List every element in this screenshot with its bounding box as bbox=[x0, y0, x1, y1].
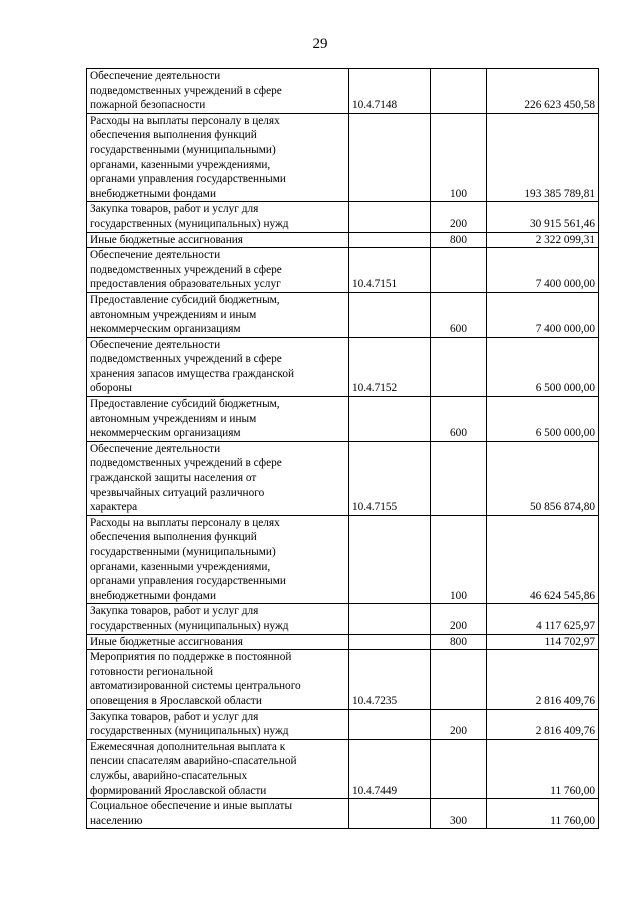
expense-type-code: 100 bbox=[431, 515, 487, 604]
target-article-code bbox=[349, 799, 431, 829]
expense-name-line: оповещения в Ярославской области bbox=[90, 694, 262, 707]
expense-name bbox=[87, 634, 349, 650]
expense-name-line: органами управления государственными bbox=[90, 173, 286, 186]
expense-name bbox=[87, 709, 349, 739]
table-row bbox=[87, 515, 599, 604]
expense-name-line: Предоставление субсидий бюджетным, bbox=[90, 293, 280, 306]
amount: 114 702,97 bbox=[487, 634, 599, 650]
expense-name-line: подведомственных учреждений в сфере bbox=[90, 263, 282, 276]
expense-name-line: подведомственных учреждений в сфере bbox=[90, 353, 282, 366]
table-row bbox=[87, 799, 599, 829]
table-row bbox=[87, 232, 599, 248]
expense-name bbox=[87, 515, 349, 604]
target-article-code: 10.4.7235 bbox=[349, 650, 431, 709]
table-row bbox=[87, 650, 599, 709]
target-article-code bbox=[349, 515, 431, 604]
expense-name-line: Мероприятия по поддержке в постоянной bbox=[90, 651, 292, 664]
expense-name bbox=[87, 113, 349, 202]
expense-type-code bbox=[431, 739, 487, 798]
target-article-code bbox=[349, 397, 431, 442]
expense-type-code: 800 bbox=[431, 634, 487, 650]
expense-name-line: пожарной безопасности bbox=[90, 99, 206, 112]
expense-name-line: готовности региональной bbox=[90, 665, 214, 678]
expense-type-code: 200 bbox=[431, 709, 487, 739]
expense-type-code bbox=[431, 337, 487, 396]
expense-name-line: Закупка товаров, работ и услуг для bbox=[90, 605, 259, 618]
expense-name-line: обороны bbox=[90, 382, 132, 395]
expense-name-line: органами управления государственными bbox=[90, 575, 286, 588]
expense-name-line: Обеспечение деятельности bbox=[90, 70, 221, 82]
expense-name-line: внебюджетными фондами bbox=[90, 187, 216, 200]
expense-name-line: Иные бюджетные ассигнования bbox=[90, 233, 243, 246]
expense-name-line: подведомственных учреждений в сфере bbox=[90, 457, 282, 470]
expense-name-line: органами, казенными учреждениями, bbox=[90, 158, 271, 171]
table-row bbox=[87, 337, 599, 396]
target-article-code bbox=[349, 202, 431, 232]
expense-name-line: государственных (муниципальных) нужд bbox=[90, 725, 289, 738]
expense-name-line: Ежемесячная дополнительная выплата к bbox=[90, 740, 286, 753]
target-article-code bbox=[349, 113, 431, 202]
table-row bbox=[87, 248, 599, 293]
expense-type-code: 200 bbox=[431, 202, 487, 232]
expense-name-line: внебюджетными фондами bbox=[90, 589, 216, 602]
expense-type-code bbox=[431, 441, 487, 515]
target-article-code: 10.4.7155 bbox=[349, 441, 431, 515]
expense-name-line: обеспечения выполнения функций bbox=[90, 129, 257, 142]
expense-name bbox=[87, 337, 349, 396]
expense-type-code: 800 bbox=[431, 232, 487, 248]
amount: 30 915 561,46 bbox=[487, 202, 599, 232]
amount: 6 500 000,00 bbox=[487, 337, 599, 396]
table-row bbox=[87, 113, 599, 202]
target-article-code: 10.4.7449 bbox=[349, 739, 431, 798]
expense-name-line: пенсии спасателям аварийно-спасательной bbox=[90, 755, 297, 768]
amount: 11 760,00 bbox=[487, 739, 599, 798]
expense-name-line: Закупка товаров, работ и услуг для bbox=[90, 203, 259, 216]
amount: 4 117 625,97 bbox=[487, 604, 599, 634]
expense-type-code: 300 bbox=[431, 799, 487, 829]
expense-name bbox=[87, 441, 349, 515]
expense-name bbox=[87, 650, 349, 709]
amount: 2 816 409,76 bbox=[487, 650, 599, 709]
expense-name bbox=[87, 739, 349, 798]
target-article-code: 10.4.7151 bbox=[349, 248, 431, 293]
expense-name bbox=[87, 248, 349, 293]
expense-name bbox=[87, 69, 349, 114]
expense-type-code: 600 bbox=[431, 292, 487, 337]
target-article-code bbox=[349, 709, 431, 739]
expense-name-line: службы, аварийно-спасательных bbox=[90, 769, 248, 782]
expense-name bbox=[87, 232, 349, 248]
expense-name-line: обеспечения выполнения функций bbox=[90, 531, 257, 544]
table-row bbox=[87, 604, 599, 634]
expense-name-line: населению bbox=[90, 814, 143, 827]
table-row bbox=[87, 634, 599, 650]
target-article-code: 10.4.7152 bbox=[349, 337, 431, 396]
expense-name-line: подведомственных учреждений в сфере bbox=[90, 84, 282, 97]
expense-name-line: гражданской защиты населения от bbox=[90, 472, 257, 485]
amount: 46 624 545,86 bbox=[487, 515, 599, 604]
target-article-code: 10.4.7148 bbox=[349, 69, 431, 114]
expense-name-line: Обеспечение деятельности bbox=[90, 442, 221, 455]
table-row bbox=[87, 709, 599, 739]
target-article-code bbox=[349, 232, 431, 248]
budget-table bbox=[86, 68, 599, 829]
target-article-code bbox=[349, 634, 431, 650]
expense-name-line: Социальное обеспечение и иные выплаты bbox=[90, 800, 293, 813]
expense-type-code: 100 bbox=[431, 113, 487, 202]
amount: 193 385 789,81 bbox=[487, 113, 599, 202]
expense-name-line: государственных (муниципальных) нужд bbox=[90, 217, 289, 230]
expense-name-line: органами, казенными учреждениями, bbox=[90, 560, 271, 573]
expense-name-line: Расходы на выплаты персоналу в целях bbox=[90, 114, 280, 127]
expense-name bbox=[87, 292, 349, 337]
expense-name-line: некоммерческим организациям bbox=[90, 427, 241, 440]
expense-name-line: Расходы на выплаты персоналу в целях bbox=[90, 516, 280, 529]
table-row bbox=[87, 292, 599, 337]
amount: 7 400 000,00 bbox=[487, 292, 599, 337]
amount: 2 322 099,31 bbox=[487, 232, 599, 248]
table-row bbox=[87, 739, 599, 798]
expense-name bbox=[87, 202, 349, 232]
expense-name-line: характера bbox=[90, 501, 138, 514]
expense-name-line: Обеспечение деятельности bbox=[90, 249, 221, 262]
expense-name-line: Обеспечение деятельности bbox=[90, 338, 221, 351]
expense-name bbox=[87, 604, 349, 634]
table-row bbox=[87, 397, 599, 442]
expense-type-code: 200 bbox=[431, 604, 487, 634]
expense-name-line: Закупка товаров, работ и услуг для bbox=[90, 710, 259, 723]
expense-name bbox=[87, 397, 349, 442]
amount: 2 816 409,76 bbox=[487, 709, 599, 739]
page-number: 29 bbox=[312, 36, 328, 52]
amount: 226 623 450,58 bbox=[487, 69, 599, 114]
expense-name-line: Иные бюджетные ассигнования bbox=[90, 635, 243, 648]
expense-name bbox=[87, 799, 349, 829]
expense-name-line: государственными (муниципальными) bbox=[90, 546, 276, 558]
amount: 50 856 874,80 bbox=[487, 441, 599, 515]
expense-name-line: государственными (муниципальными) bbox=[90, 143, 276, 156]
expense-name-line: автоматизированной системы центрального bbox=[90, 680, 301, 693]
table-row bbox=[87, 441, 599, 515]
expense-type-code bbox=[431, 248, 487, 293]
amount: 11 760,00 bbox=[487, 799, 599, 829]
expense-name-line: некоммерческим организациям bbox=[90, 323, 241, 336]
expense-type-code bbox=[431, 69, 487, 114]
table-row bbox=[87, 69, 599, 114]
expense-name-line: хранения запасов имущества гражданской bbox=[90, 367, 295, 380]
expense-type-code: 600 bbox=[431, 397, 487, 442]
expense-name-line: предоставления образовательных услуг bbox=[90, 278, 281, 291]
expense-name-line: формирований Ярославской области bbox=[90, 784, 267, 797]
table-row bbox=[87, 202, 599, 232]
expense-type-code bbox=[431, 650, 487, 709]
expense-name-line: Предоставление субсидий бюджетным, bbox=[90, 398, 280, 411]
expense-name-line: государственных (муниципальных) нужд bbox=[90, 619, 289, 632]
amount: 7 400 000,00 bbox=[487, 248, 599, 293]
target-article-code bbox=[349, 604, 431, 634]
budget-table-body bbox=[87, 69, 599, 829]
amount: 6 500 000,00 bbox=[487, 397, 599, 442]
expense-name-line: автономным учреждениям и иным bbox=[90, 412, 257, 425]
expense-name-line: чрезвычайных ситуаций различного bbox=[90, 486, 265, 499]
expense-name-line: автономным учреждениям и иным bbox=[90, 308, 257, 321]
target-article-code bbox=[349, 292, 431, 337]
